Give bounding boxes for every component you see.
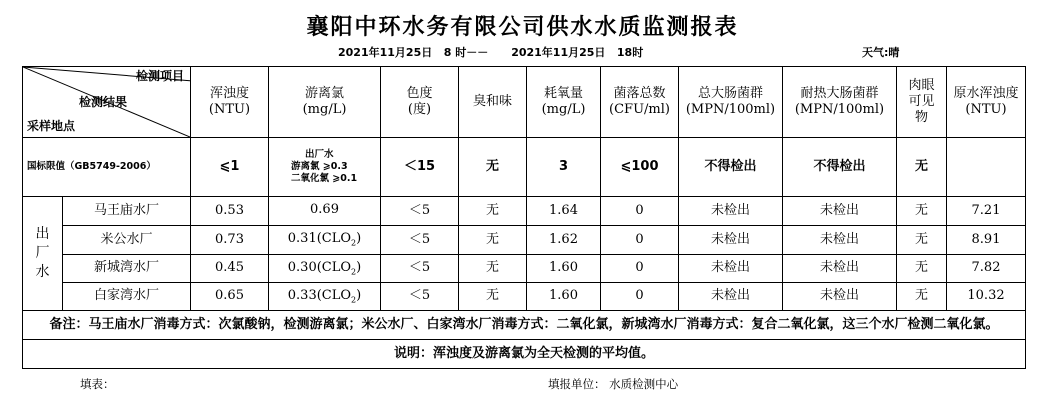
cell-colony: 0 — [601, 255, 679, 283]
table-row — [23, 255, 1026, 283]
site-name: 马王庙水厂 — [63, 197, 191, 226]
cell-colony: 0 — [601, 226, 679, 255]
report-title: 襄阳中环水务有限公司供水水质监测报表 — [306, 14, 739, 40]
group-label-outlet-water: 出 厂 水 — [23, 197, 63, 311]
cell-oxygen: 1.60 — [527, 255, 601, 283]
cell-odor: 无 — [459, 283, 527, 311]
cell-turbidity: 0.45 — [191, 255, 269, 283]
cell-raw-turbidity: 7.21 — [947, 197, 1026, 226]
cell-odor: 无 — [459, 226, 527, 255]
std-thermo-coliform: 不得检出 — [783, 138, 897, 197]
cell-color: ＜5 — [381, 283, 459, 311]
site-name: 白家湾水厂 — [63, 283, 191, 311]
diag-label-results: 检测结果 — [79, 95, 128, 109]
std-coliform: 不得检出 — [679, 138, 783, 197]
cell-oxygen: 1.64 — [527, 197, 601, 226]
col-header-free-chlorine: 游离氯 (mg/L) — [269, 67, 381, 138]
cell-colony: 0 — [601, 197, 679, 226]
cell-odor: 无 — [459, 197, 527, 226]
cell-thermo-coliform: 未检出 — [783, 226, 897, 255]
standard-row — [23, 138, 1026, 197]
cell-color: ＜5 — [381, 197, 459, 226]
col-header-turbidity: 浑浊度 (NTU) — [191, 67, 269, 138]
std-colony: ⩽100 — [601, 138, 679, 197]
cell-visible: 无 — [897, 255, 947, 283]
std-turbidity: ⩽1 — [191, 138, 269, 197]
cell-colony: 0 — [601, 283, 679, 311]
header-row — [23, 67, 1026, 138]
standard-label: 国标限值（GB5749-2006） — [23, 138, 191, 197]
col-header-coliform: 总大肠菌群 (MPN/100ml) — [679, 67, 783, 138]
cell-thermo-coliform: 未检出 — [783, 255, 897, 283]
col-header-oxygen: 耗氧量 (mg/L) — [527, 67, 601, 138]
table-row — [23, 226, 1026, 255]
cell-chlorine: 0.69 — [269, 197, 381, 226]
std-color: ＜15 — [381, 138, 459, 197]
cell-raw-turbidity: 7.82 — [947, 255, 1026, 283]
diag-label-items: 检测项目 — [135, 69, 184, 83]
std-oxygen: 3 — [527, 138, 601, 197]
explanation-row — [23, 340, 1026, 369]
col-header-visible: 肉眼 可见 物 — [897, 67, 947, 138]
cell-visible: 无 — [897, 283, 947, 311]
std-chlorine: 出厂水 游离氯 ⩾0.3 二氧化氯 ⩾0.1 — [269, 138, 381, 197]
std-raw-turbidity — [947, 138, 1026, 197]
cell-raw-turbidity: 10.32 — [947, 283, 1026, 311]
cell-chlorine: $0.31(CLO_2)$ — [269, 226, 381, 255]
table-row — [23, 283, 1026, 311]
cell-coliform: 未检出 — [679, 197, 783, 226]
filler-label: 填表： — [80, 377, 115, 391]
diagonal-header-cell — [23, 67, 191, 138]
diag-label-sites: 采样地点 — [27, 119, 76, 133]
reporting-unit: 填报单位： 水质检测中心 — [548, 377, 679, 391]
cell-raw-turbidity: 8.91 — [947, 226, 1026, 255]
col-header-raw-turbidity: 原水浑浊度 (NTU) — [947, 67, 1026, 138]
std-odor: 无 — [459, 138, 527, 197]
cell-turbidity: 0.73 — [191, 226, 269, 255]
cell-turbidity: 0.65 — [191, 283, 269, 311]
cell-visible: 无 — [897, 197, 947, 226]
std-visible: 无 — [897, 138, 947, 197]
cell-oxygen: 1.62 — [527, 226, 601, 255]
water-quality-table — [22, 66, 1026, 369]
explanation-text: 说明：浑浊度及游离氯为全天检测的平均值。 — [23, 340, 1026, 369]
time-start: 2021年11月25日 8 时－－ — [338, 46, 489, 59]
cell-thermo-coliform: 未检出 — [783, 197, 897, 226]
col-header-thermo-coliform: 耐热大肠菌群 (MPN/100ml) — [783, 67, 897, 138]
col-header-odor: 臭和味 — [459, 67, 527, 138]
site-name: 新城湾水厂 — [63, 255, 191, 283]
col-header-colony: 菌落总数 (CFU/ml) — [601, 67, 679, 138]
cell-turbidity: 0.53 — [191, 197, 269, 226]
remark-text: 备注：马王庙水厂消毒方式：次氯酸钠，检测游离氯；米公水厂、白家湾水厂消毒方式：二氧化氯，新城湾水厂消毒方式：复合二氧化氯，这三个水厂检测二氧化氯。 — [23, 311, 1026, 340]
cell-coliform: 未检出 — [679, 255, 783, 283]
weather: 天气:晴 — [862, 46, 900, 59]
cell-color: ＜5 — [381, 226, 459, 255]
cell-oxygen: 1.60 — [527, 283, 601, 311]
table-row — [23, 197, 1026, 226]
col-header-color: 色度 (度) — [381, 67, 459, 138]
cell-chlorine: $0.30(CLO_2)$ — [269, 255, 381, 283]
cell-color: ＜5 — [381, 255, 459, 283]
time-end: 2021年11月25日 18时 — [511, 46, 644, 59]
cell-coliform: 未检出 — [679, 283, 783, 311]
cell-chlorine: $0.33(CLO_2)$ — [269, 283, 381, 311]
time-range — [338, 44, 643, 60]
cell-odor: 无 — [459, 255, 527, 283]
cell-thermo-coliform: 未检出 — [783, 283, 897, 311]
remark-row — [23, 311, 1026, 340]
cell-visible: 无 — [897, 226, 947, 255]
cell-coliform: 未检出 — [679, 226, 783, 255]
site-name: 米公水厂 — [63, 226, 191, 255]
